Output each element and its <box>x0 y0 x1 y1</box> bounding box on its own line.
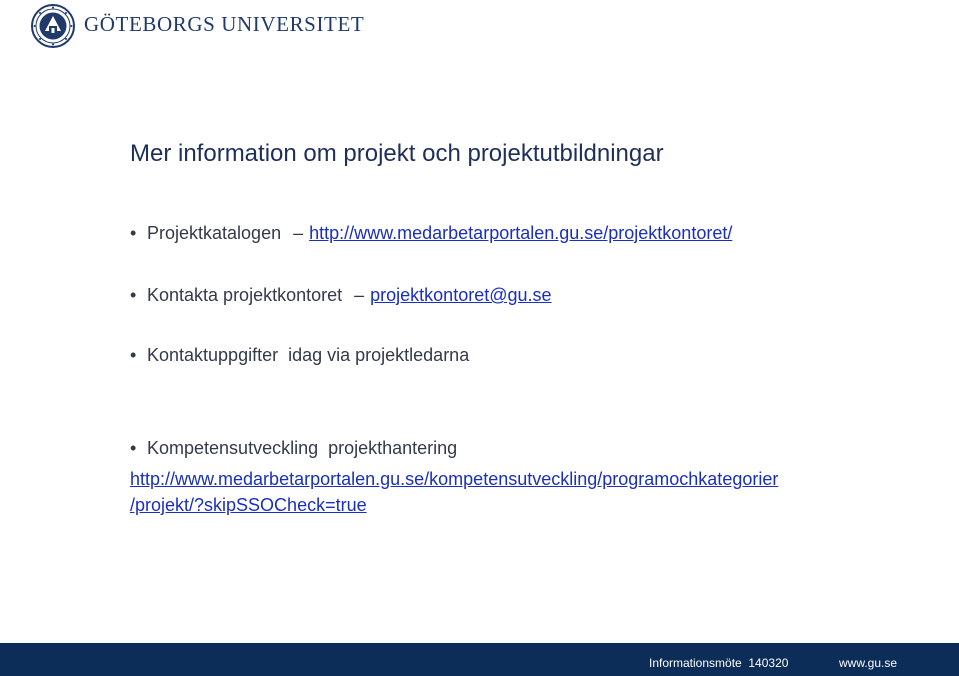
bullet-icon: • <box>130 345 137 365</box>
list-item-kontakta <box>130 285 552 306</box>
item-text: Kompetensutveckling projekthantering <box>147 438 458 458</box>
item-text: Kontaktuppgifter idag via projektledarna <box>147 345 470 365</box>
separator-dash: – <box>354 285 365 305</box>
email-link[interactable]: projektkontoret@gu.se <box>370 285 552 305</box>
bullet-icon: • <box>130 438 137 458</box>
kompetensutveckling-url-link-continued[interactable]: /projekt/?skipSSOCheck=true <box>130 495 367 515</box>
university-name: GÖTEBORGS UNIVERSITET <box>84 12 365 36</box>
bullet-icon: • <box>130 285 137 305</box>
kompetens-link-line-1 <box>130 469 778 490</box>
item-text: Projektkatalogen <box>147 223 282 243</box>
footer-meeting-label: Informationsmöte 140320 <box>649 656 789 670</box>
item-text: Kontakta projektkontoret <box>147 285 343 305</box>
list-item-projektkatalogen <box>130 223 732 244</box>
kompetensutveckling-url-link[interactable]: http://www.medarbetarportalen.gu.se/kompetensutveckling/programochkategorier <box>130 469 779 489</box>
slide-title: Mer information om projekt och projektutbildningar <box>130 140 664 167</box>
list-item-kompetensutveckling <box>130 438 457 459</box>
footer-website-label: www.gu.se <box>839 656 898 670</box>
university-seal-icon <box>31 4 75 48</box>
bullet-icon: • <box>130 223 137 243</box>
slide-header <box>0 0 959 52</box>
separator-dash: – <box>293 223 304 243</box>
projektkontoret-url-link[interactable]: http://www.medarbetarportalen.gu.se/projektkontoret/ <box>309 223 733 243</box>
list-item-kontaktuppgifter <box>130 345 469 366</box>
footer-bar <box>0 643 959 676</box>
kompetens-link-line-2 <box>130 495 367 516</box>
